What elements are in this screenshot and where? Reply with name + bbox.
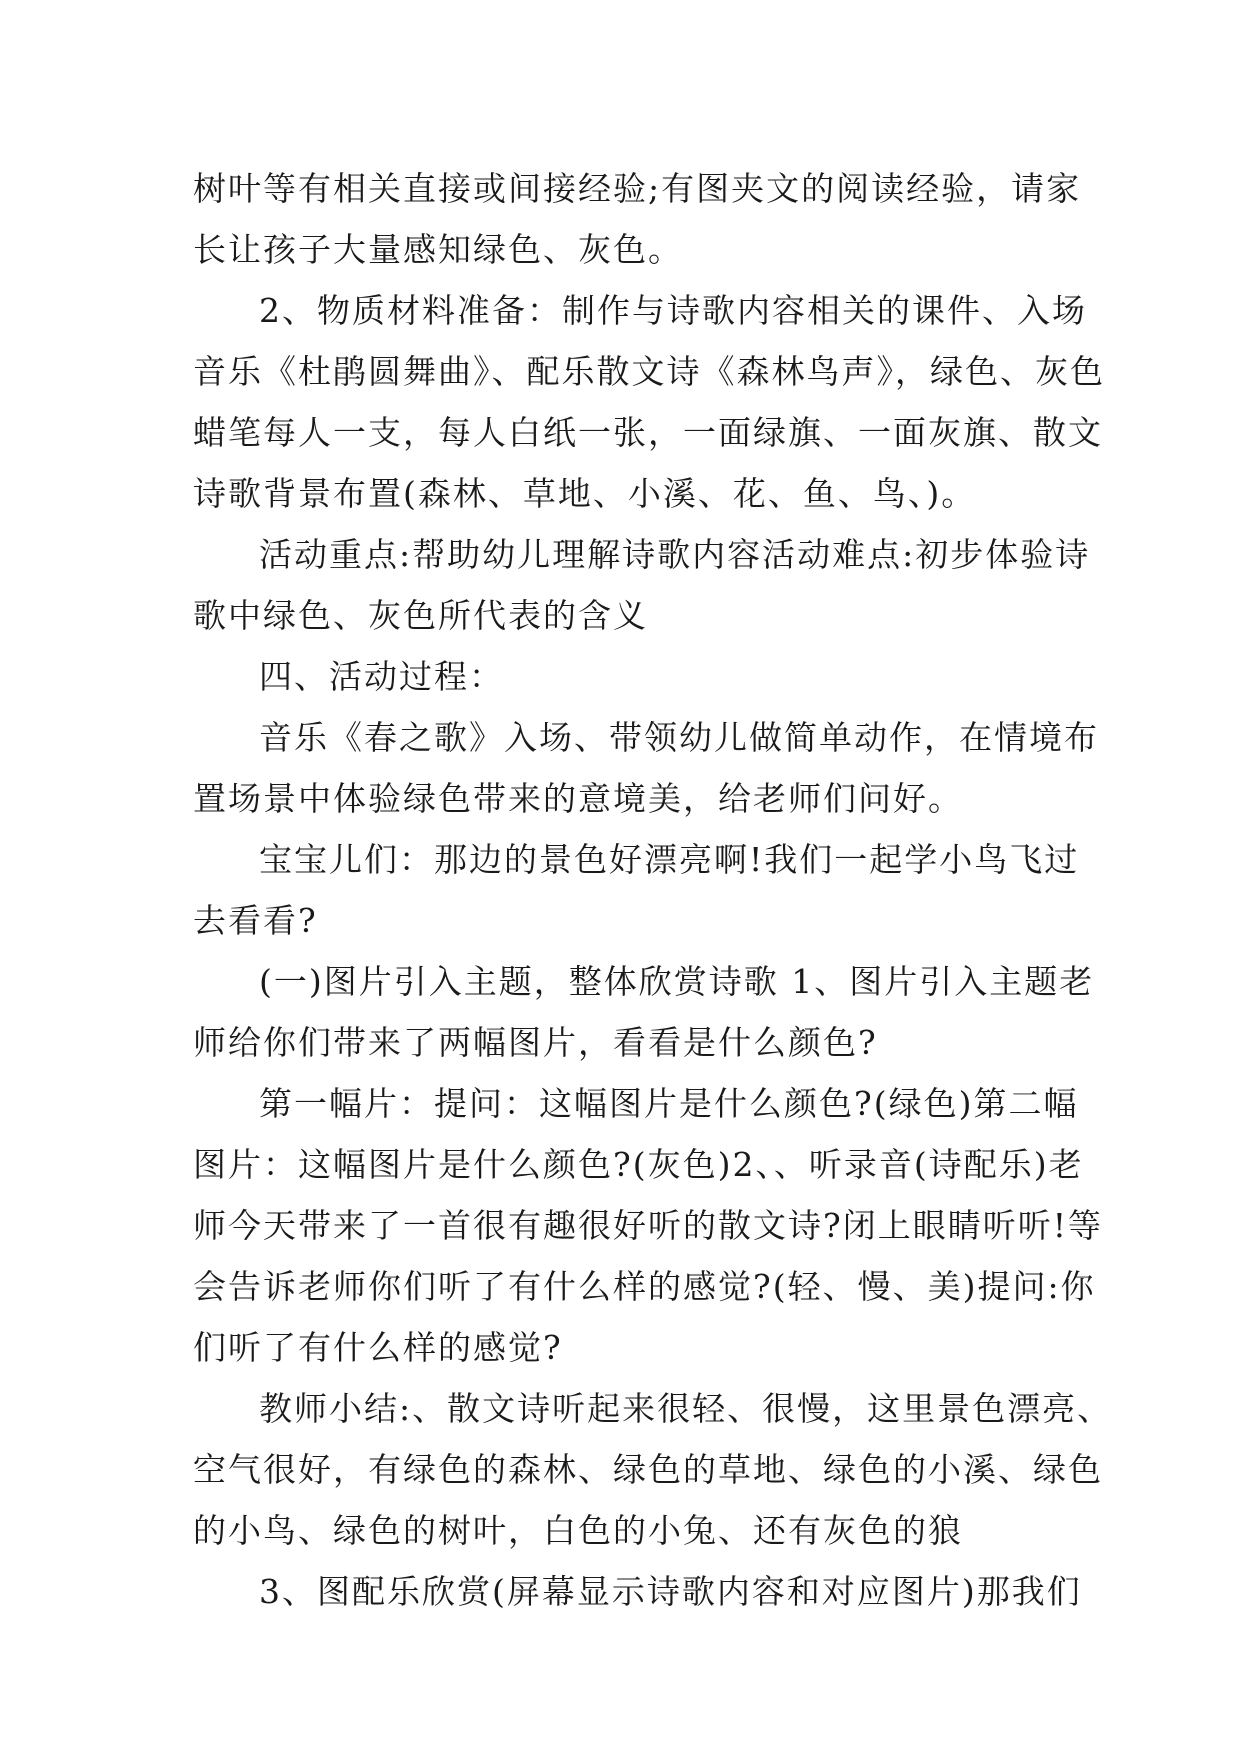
text-line: 2、物质材料准备：制作与诗歌内容相关的课件、入场	[259, 291, 1087, 330]
text-line: 活动重点:帮助幼儿理解诗歌内容活动难点:初步体验诗	[259, 535, 1091, 574]
text-line: 师今天带来了一首很有趣很好听的散文诗?闭上眼睛听听!等	[193, 1206, 1103, 1245]
text-line: 师给你们带来了两幅图片，看看是什么颜色?	[193, 1023, 878, 1062]
text-line: 置场景中体验绿色带来的意境美，给老师们问好。	[193, 779, 963, 818]
section-heading: 四、活动过程：	[259, 657, 504, 696]
text-line: 空气很好，有绿色的森林、绿色的草地、绿色的小溪、绿色	[193, 1450, 1103, 1489]
text-line: 音乐《杜鹃圆舞曲》、配乐散文诗《森林鸟声》，绿色、灰色	[193, 352, 1105, 391]
text-line: 蜡笔每人一支，每人白纸一张，一面绿旗、一面灰旗、散文	[193, 413, 1103, 452]
text-line: 音乐《春之歌》入场、带领幼儿做简单动作，在情境布	[259, 718, 1099, 757]
text-line: 宝宝儿们：那边的景色好漂亮啊!我们一起学小鸟飞过	[259, 840, 1080, 879]
text-line: 会告诉老师你们听了有什么样的感觉?(轻、慢、美)提问:你	[193, 1267, 1096, 1306]
text-line: 歌中绿色、灰色所代表的含义	[193, 596, 648, 635]
document-body	[193, 158, 1113, 1622]
text-line: 图片：这幅图片是什么颜色?(灰色)2、、听录音(诗配乐)老	[193, 1145, 1084, 1184]
text-line: 教师小结:、散文诗听起来很轻、很慢，这里景色漂亮、	[259, 1389, 1113, 1428]
text-line: 们听了有什么样的感觉?	[193, 1328, 563, 1367]
text-line: 的小鸟、绿色的树叶，白色的小兔、还有灰色的狼	[193, 1511, 963, 1550]
text-line: 诗歌背景布置(森林、草地、小溪、花、鱼、鸟、)。	[193, 474, 977, 513]
text-line: (一)图片引入主题，整体欣赏诗歌 1、图片引入主题老	[259, 962, 1095, 1001]
text-line: 第一幅片：提问：这幅图片是什么颜色?(绿色)第二幅	[259, 1084, 1079, 1123]
text-line: 长让孩子大量感知绿色、灰色。	[193, 230, 683, 269]
text-line: 3、图配乐欣赏(屏幕显示诗歌内容和对应图片)那我们	[259, 1572, 1082, 1611]
text-line: 树叶等有相关直接或间接经验;有图夹文的阅读经验，请家	[193, 169, 1082, 208]
text-line: 去看看?	[193, 901, 318, 940]
